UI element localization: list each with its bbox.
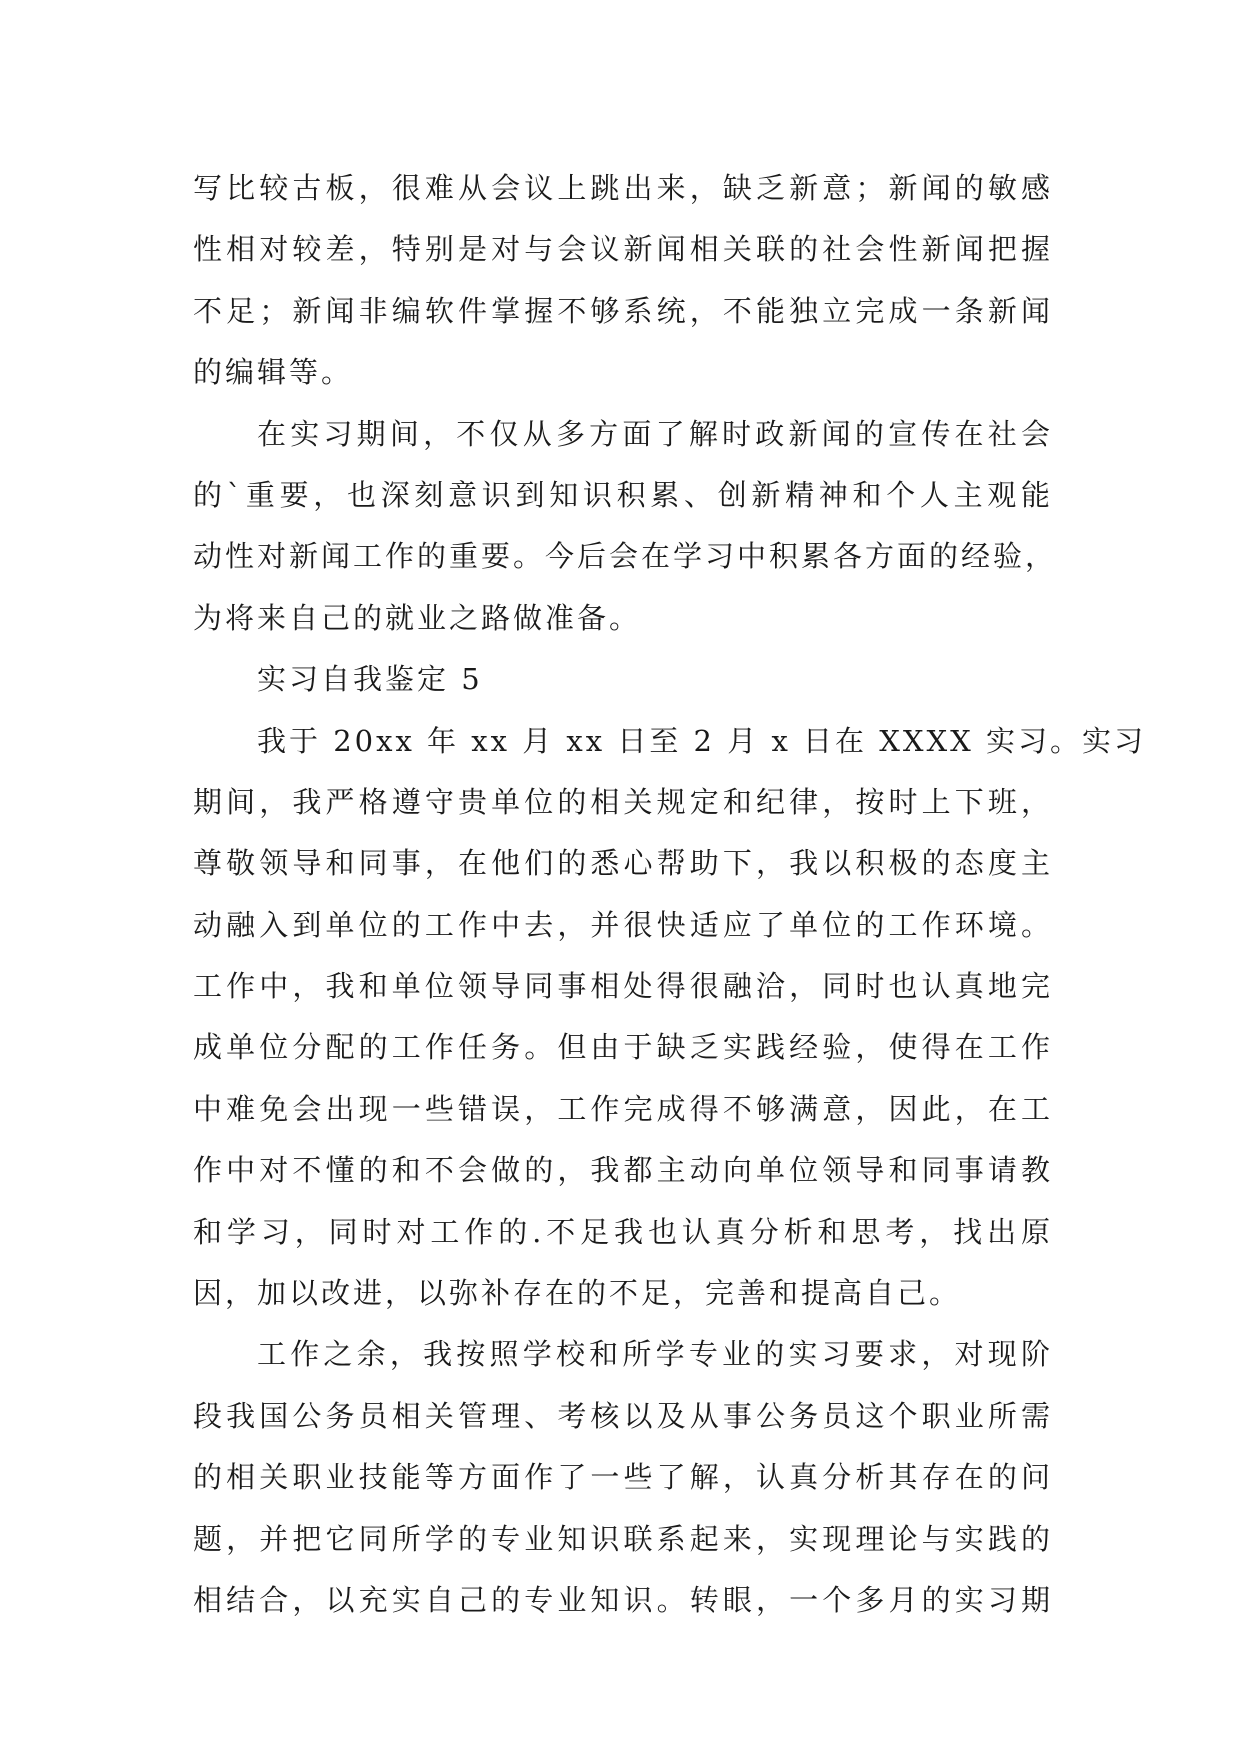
text-line: 期间，我严格遵守贵单位的相关规定和纪律，按时上下班， [193, 784, 1053, 819]
text-line: 段我国公务员相关管理、考核以及从事公务员这个职业所需 [193, 1398, 1053, 1433]
document-body [193, 158, 1147, 1631]
text-line: 的相关职业技能等方面作了一些了解，认真分析其存在的问 [193, 1460, 1053, 1495]
text-line: 尊敬领导和同事，在他们的悉心帮助下，我以积极的态度主 [193, 846, 1053, 881]
text-line: 作中对不懂的和不会做的，我都主动向单位领导和同事请教 [193, 1153, 1053, 1188]
text-line: 因，加以改进，以弥补存在的不足，完善和提高自己。 [193, 1276, 962, 1311]
text-line: 动融入到单位的工作中去，并很快适应了单位的工作环境。 [193, 907, 1053, 942]
text-line: 实习自我鉴定 5 [257, 662, 483, 697]
text-line: 工作之余，我按照学校和所学专业的实习要求，对现阶 [257, 1337, 1053, 1372]
text-line: 不足；新闻非编软件掌握不够系统，不能独立完成一条新闻 [193, 293, 1053, 328]
text-line: 的`重要，也深刻意识到知识积累、创新精神和个人主观能 [193, 477, 1053, 512]
text-line: 和学习，同时对工作的.不足我也认真分析和思考，找出原 [193, 1214, 1053, 1249]
text-line: 成单位分配的工作任务。但由于缺乏实践经验，使得在工作 [193, 1030, 1053, 1065]
text-line: 工作中，我和单位领导同事相处得很融洽，同时也认真地完 [193, 969, 1053, 1004]
text-line: 题，并把它同所学的专业知识联系起来，实现理论与实践的 [193, 1521, 1053, 1556]
text-line: 的编辑等。 [193, 355, 354, 390]
text-line: 写比较古板，很难从会议上跳出来，缺乏新意；新闻的敏感 [193, 171, 1053, 205]
text-line: 相结合，以充实自己的专业知识。转眼，一个多月的实习期 [193, 1582, 1053, 1617]
text-line: 中难免会出现一些错误，工作完成得不够满意，因此，在工 [193, 1091, 1053, 1126]
text-line: 我于 20xx 年 xx 月 xx 日至 2 月 x 日在 XXXX 实习。实习 [257, 723, 1147, 758]
text-line: 性相对较差，特别是对与会议新闻相关联的社会性新闻把握 [193, 232, 1053, 267]
text-line: 在实习期间，不仅从多方面了解时政新闻的宣传在社会 [257, 416, 1053, 451]
text-line: 为将来自己的就业之路做准备。 [193, 600, 642, 635]
text-line: 动性对新闻工作的重要。今后会在学习中积累各方面的经验， [193, 539, 1058, 574]
